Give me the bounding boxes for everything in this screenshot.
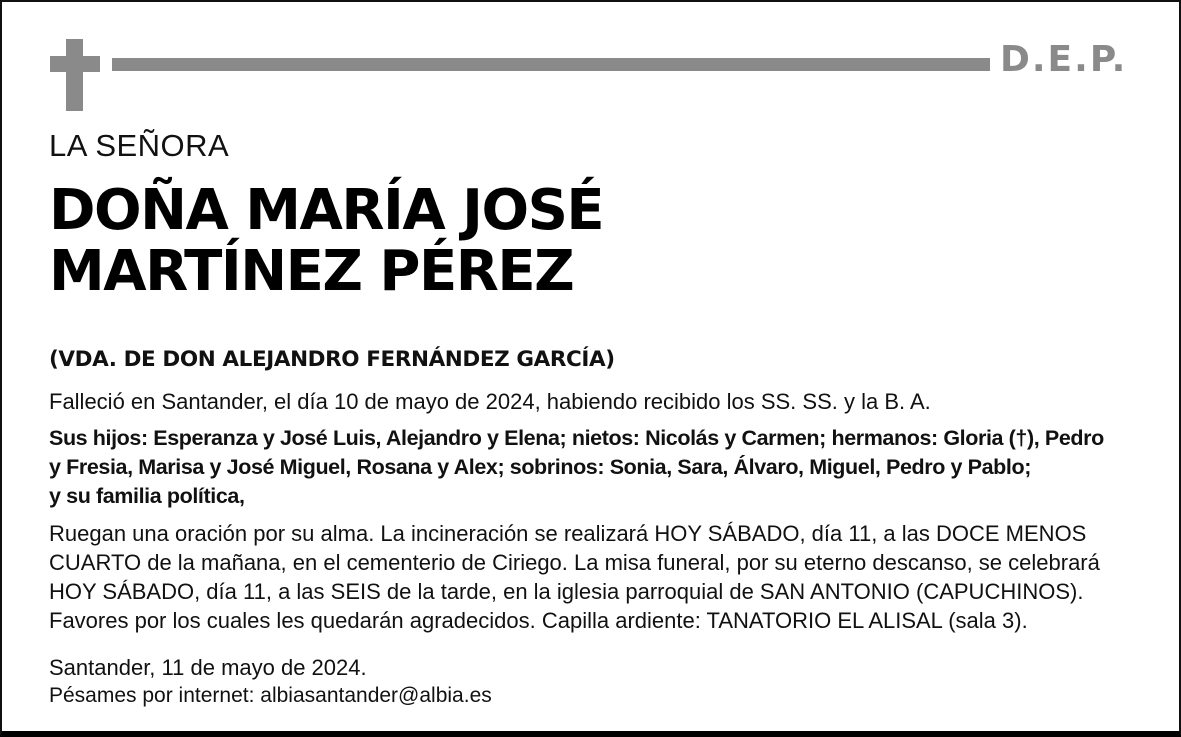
dep-label: D.E.P. <box>1000 39 1128 80</box>
family-line: y su familia política, <box>49 484 245 508</box>
family-line: y Fresia, Marisa y José Miguel, Rosana y Alex; sobrinos: Sonia, Sara, Álvaro, Miguel, Pedro y Pablo; <box>49 455 1031 479</box>
family-list <box>49 424 1104 511</box>
death-statement: Falleció en Santander, el día 10 de mayo de 2024, habiendo recibido los SS. SS. y la B. A. <box>49 389 931 414</box>
prayer-line: HOY SÁBADO, día 11, a las SEIS de la tarde, en la iglesia parroquial de SAN ANTONIO (CAPUCHINOS). <box>49 579 1084 604</box>
deceased-name-line: DOÑA MARÍA JOSÉ <box>49 178 604 243</box>
deceased-name <box>49 180 603 302</box>
prayer-line: CUARTO de la mañana, en el cementerio de Ciriego. La misa funeral, por su eterno descanso, se celebrará <box>49 550 1100 575</box>
place-date: Santander, 11 de mayo de 2024. <box>49 655 367 680</box>
prayer-line: Ruegan una oración por su alma. La incineración se realizará HOY SÁBADO, día 11, a las DOCE MENOS <box>49 521 1087 546</box>
widow-of: (VDA. DE DON ALEJANDRO FERNÁNDEZ GARCÍA) <box>49 347 615 372</box>
header-rule <box>112 58 990 71</box>
condolences-line: Pésames por internet: albiasantander@albia.es <box>49 684 492 707</box>
deceased-name-line: MARTÍNEZ PÉREZ <box>49 239 574 304</box>
cross-icon <box>50 39 100 111</box>
prayer-paragraph <box>49 519 1100 635</box>
prayer-line: Favores por los cuales les quedarán agradecidos. Capilla ardiente: TANATORIO EL ALISAL (sala 3). <box>49 608 1028 633</box>
honorific: LA SEÑORA <box>49 128 230 163</box>
family-line: Sus hijos: Esperanza y José Luis, Alejandro y Elena; nietos: Nicolás y Carmen; hermanos: Gloria (†), Pedro <box>49 426 1104 450</box>
